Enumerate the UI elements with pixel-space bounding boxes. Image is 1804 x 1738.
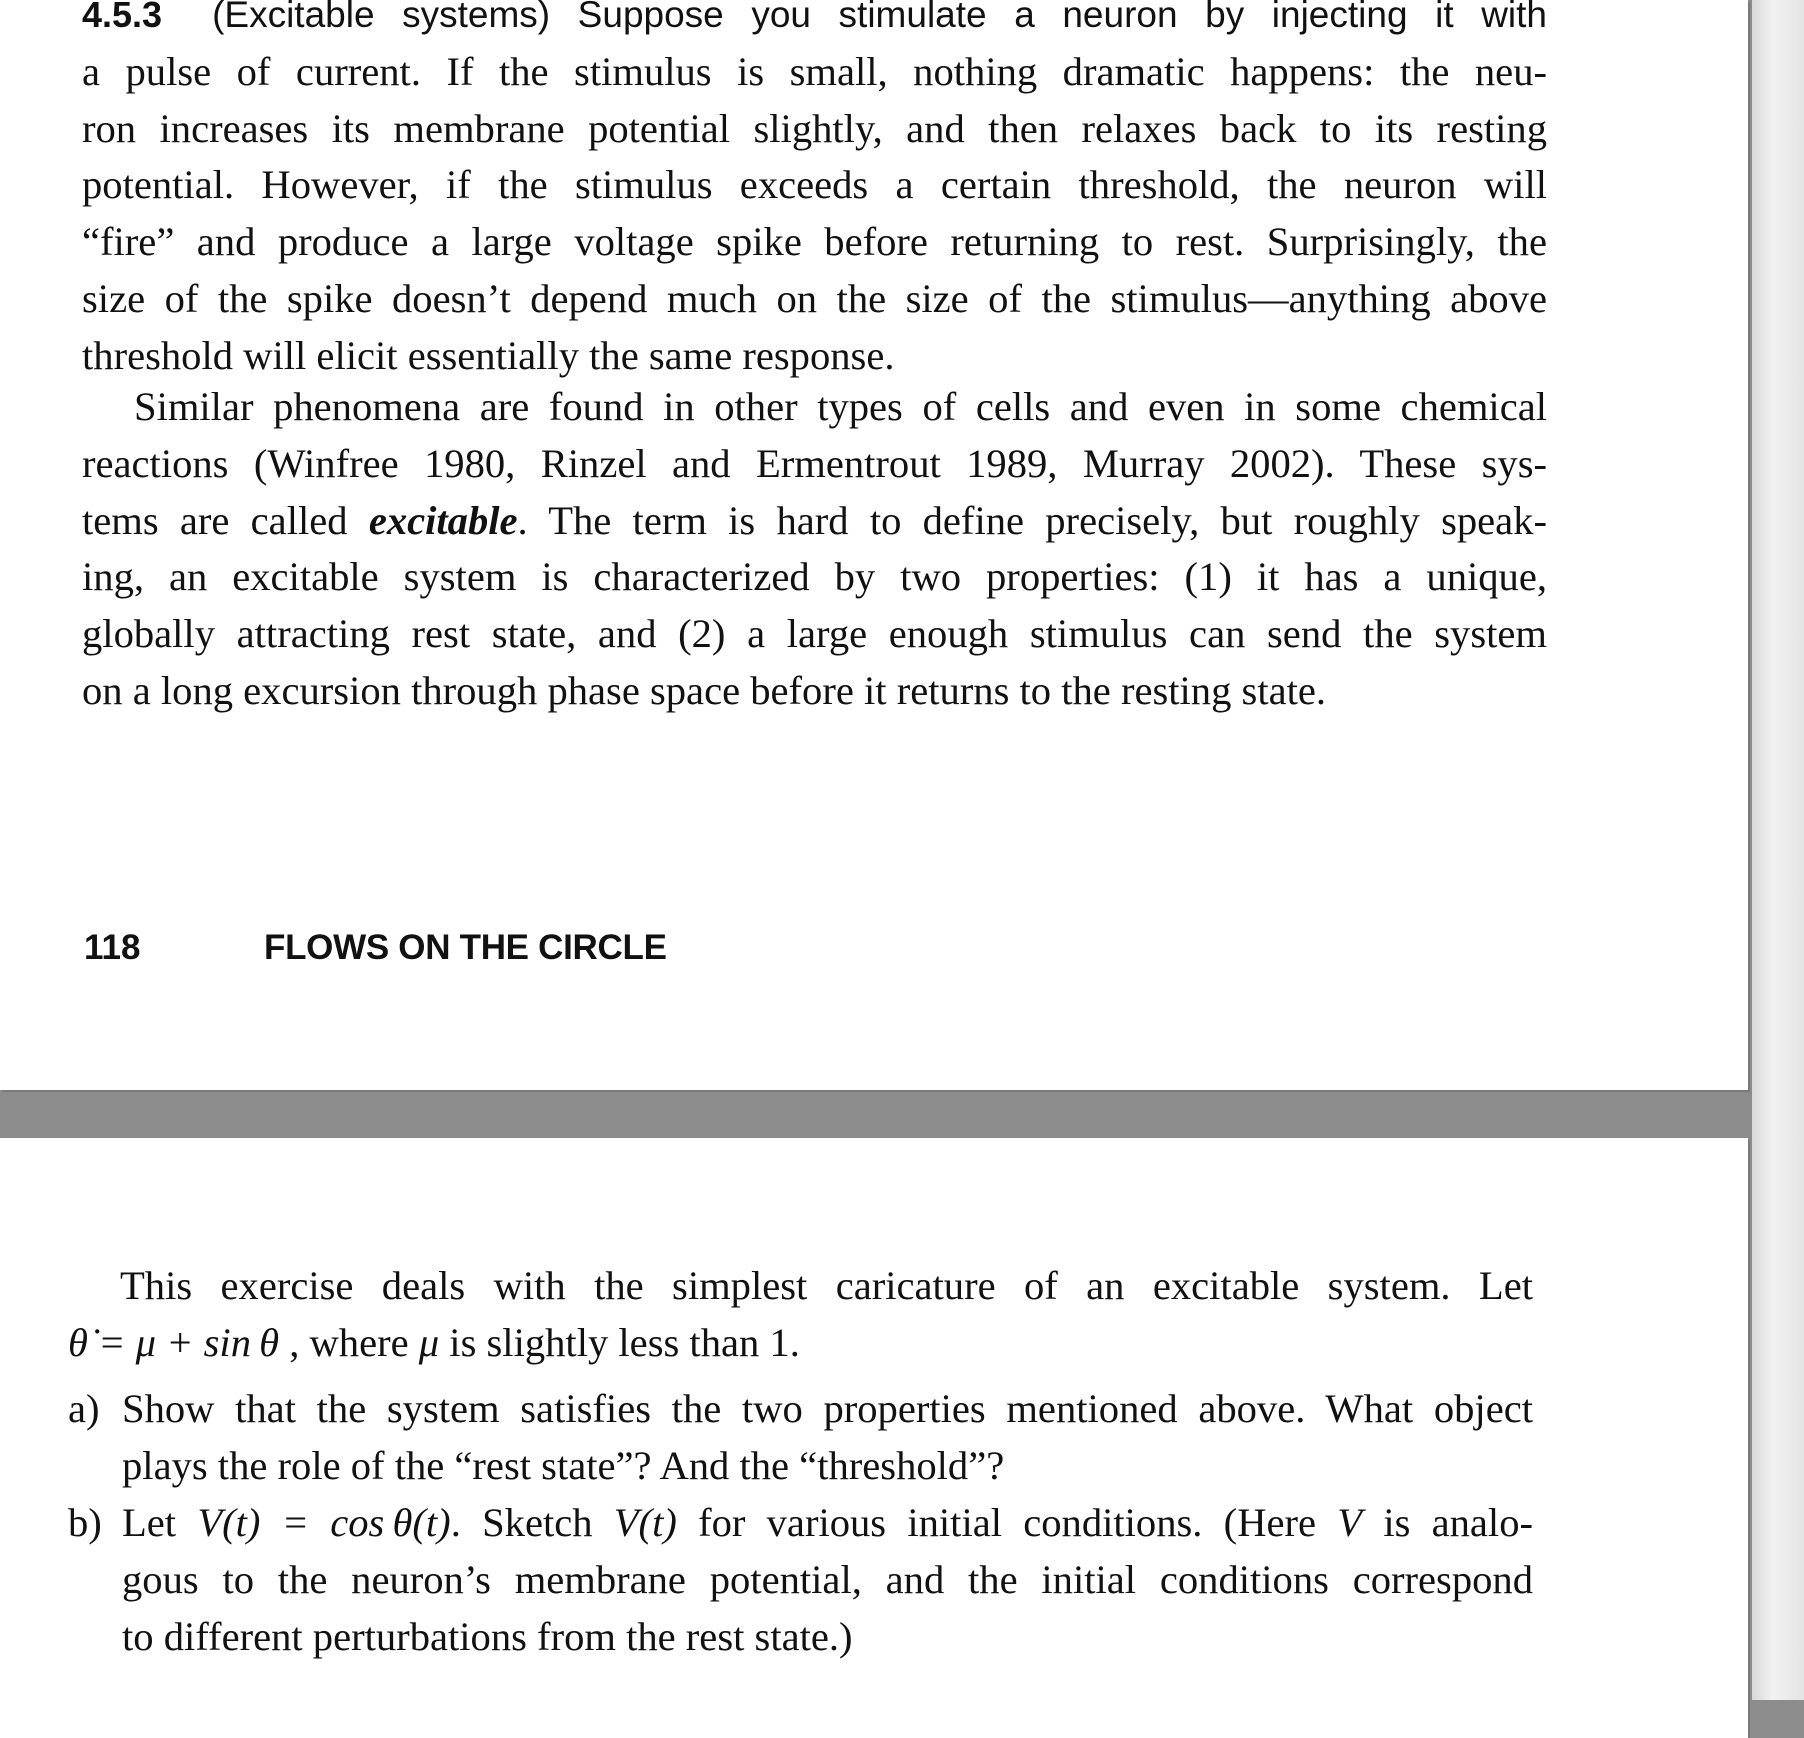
paragraph2-line-4: globally attracting rest state, and (2) a large enough stimulus can send the system [82,611,1547,657]
exercise-number: 4.5.3 [82,0,163,35]
term-excitable: excitable [368,497,518,543]
paragraph2-line-1: reactions (Winfree 1980, Rinzel and Ermentrout 1989, Murray 2002). These sys- [82,440,1547,486]
paragraph2-line-2a: tems are called [82,497,348,543]
paragraph-excitable-intro [82,0,1547,385]
intro-mu: μ [418,1319,440,1365]
intro-line-2-rest: , where [279,1319,419,1365]
paragraph1-line-6: threshold will elicit essentially the same response. [82,332,895,378]
item-b-line-2: gous to the neuron’s membrane potential, and the initial conditions correspond [122,1556,1533,1602]
page-number: 118 [84,928,141,967]
intro-line-2-end: is slightly less than 1. [439,1319,800,1365]
paragraph1-line-3: potential. However, if the stimulus exceeds a certain threshold, the neuron will [82,162,1547,208]
intro-equation: θ̇ = μ + sin θ [68,1319,280,1365]
paragraph2-line-5: on a long excursion through phase space before it returns to the resting state. [82,667,1327,713]
item-b-equation: V(t) = cos θ(t) [197,1500,451,1545]
item-a-line-2: plays the role of the “rest state”? And the “threshold”? [122,1442,1005,1488]
paragraph2-line-3: ing, an excitable system is characterized by two properties: (1) it has a unique, [82,554,1547,600]
item-b-v: V [1337,1500,1363,1545]
exercise-item-a [68,1381,1533,1501]
paragraph2-line-2b: . The term is hard to define precisely, but roughly speak- [517,497,1547,543]
item-b-label: b) [68,1500,102,1545]
paragraph1-line-2: ron increases its membrane potential slightly, and then relaxes back to its resting [82,105,1547,151]
paragraph2-line-0: Similar phenomena are found in other types of cells and even in some chemical [134,384,1547,429]
item-a-line-1: Show that the system satisfies the two properties mentioned above. What object [122,1386,1533,1431]
viewer-right-margin [1752,0,1804,1700]
item-b-line-1-end: is analo- [1362,1500,1533,1545]
item-b-line-1-pre: Let [122,1500,198,1545]
item-b-line-1-mid2: for various initial conditions. (Here [676,1500,1338,1545]
running-title: FLOWS ON THE CIRCLE [264,928,667,967]
item-b-line-1-mid: . Sketch [450,1500,614,1545]
item-b-line-3: to different perturbations from the rest state.) [122,1613,853,1659]
item-b-v-of-t: V(t) [613,1500,677,1545]
exercise-item-b [68,1495,1533,1675]
paragraph1-line-0: Suppose you stimulate a neuron by injecting it with [550,0,1547,35]
page-lower [0,1138,1748,1738]
item-a-label: a) [68,1386,100,1431]
exercise-title: (Excitable systems) [212,0,551,35]
paragraph1-line-5: size of the spike doesn’t depend much on the size of the stimulus—anything above [82,275,1547,321]
intro-line-1: This exercise deals with the simplest caricature of an excitable system. Let [120,1263,1533,1308]
paragraph1-line-4: “fire” and produce a large voltage spike before returning to rest. Surprisingly, the [82,219,1547,265]
paragraph1-line-1: a pulse of current. If the stimulus is small, nothing dramatic happens: the neu- [82,48,1547,94]
paragraph-exercise-intro [68,1258,1533,1372]
paragraph-excitable-definition [82,379,1547,720]
